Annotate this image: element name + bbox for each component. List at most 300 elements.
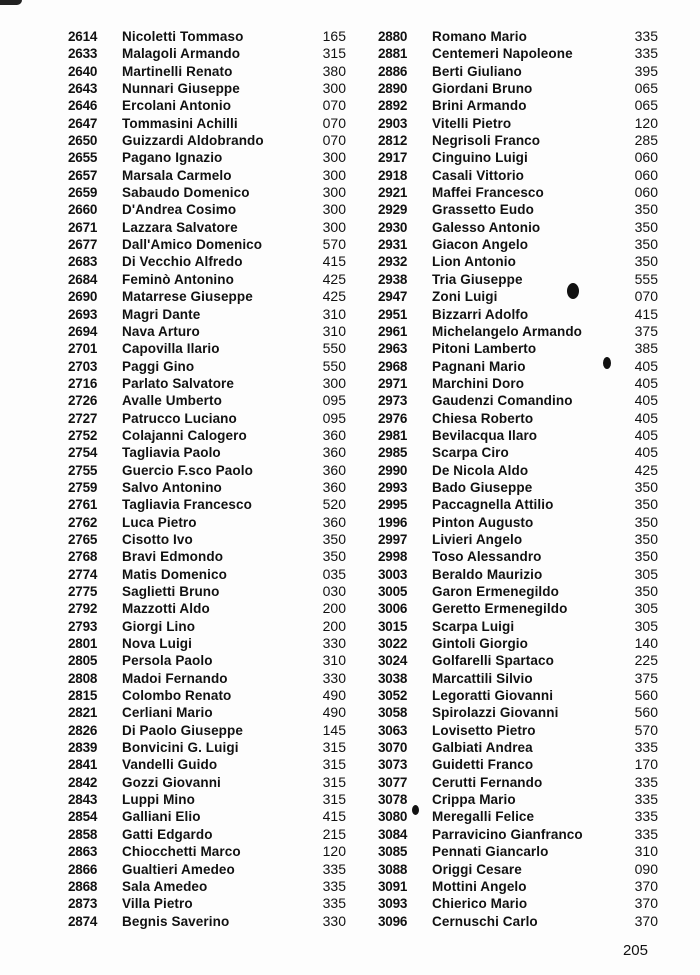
entry-number: 3085 [378, 844, 408, 860]
entry-value: 380 [322, 62, 346, 79]
list-item [378, 479, 658, 496]
entry-number: 2683 [68, 254, 98, 270]
entry-number: 3078 [378, 792, 408, 808]
entry-name: Magri Dante [122, 306, 201, 322]
right-column-list [378, 28, 658, 930]
list-item [68, 97, 346, 114]
entry-number: 2881 [378, 46, 408, 62]
entry-value: 360 [322, 513, 346, 530]
entry-name: Lovisetto Pietro [432, 722, 536, 738]
list-item [378, 115, 658, 132]
entry-value: 375 [634, 322, 658, 339]
entry-value: 300 [322, 201, 346, 218]
entry-name: Sabaudo Domenico [122, 185, 250, 201]
entry-value: 490 [322, 687, 346, 704]
entry-value: 300 [322, 374, 346, 391]
entry-value: 335 [322, 860, 346, 877]
entry-number: 2892 [378, 98, 408, 114]
entry-name: Nava Arturo [122, 323, 200, 339]
entry-number: 2694 [68, 323, 98, 339]
entry-value: 560 [634, 704, 658, 721]
entry-number: 2614 [68, 29, 98, 44]
list-item [68, 895, 346, 912]
entry-value: 335 [634, 45, 658, 62]
entry-name: Pagano Ignazio [122, 150, 223, 166]
entry-number: 2677 [68, 237, 98, 253]
entry-name: Cerutti Fernando [432, 774, 543, 790]
entry-number: 2932 [378, 254, 408, 270]
entry-value: 305 [634, 600, 658, 617]
entry-name: Cerliani Mario [122, 705, 213, 721]
entry-value: 335 [322, 895, 346, 912]
list-item [378, 375, 658, 392]
entry-number: 3006 [378, 601, 408, 617]
entry-value: 310 [322, 652, 346, 669]
entry-name: Mazzotti Aldo [122, 601, 210, 617]
list-item [378, 739, 658, 756]
entry-name: Capovilla Ilario [122, 341, 220, 357]
entry-value: 350 [634, 478, 658, 495]
entry-name: D'Andrea Cosimo [122, 202, 237, 218]
entry-name: Bado Giuseppe [432, 479, 533, 495]
list-item [378, 808, 658, 825]
list-item [378, 97, 658, 114]
entry-name: Crippa Mario [432, 792, 516, 808]
entry-number: 2752 [68, 427, 98, 443]
list-item [68, 826, 346, 843]
list-item [68, 739, 346, 756]
entry-number: 2650 [68, 133, 98, 149]
entry-value: 415 [634, 305, 658, 322]
entry-number: 3070 [378, 740, 408, 756]
list-item [68, 791, 346, 808]
entry-number: 2839 [68, 740, 98, 756]
list-item [378, 462, 658, 479]
entry-value: 425 [322, 270, 346, 287]
entry-number: 2703 [68, 358, 98, 374]
list-item [378, 496, 658, 513]
list-item [68, 843, 346, 860]
entry-name: Grassetto Eudo [432, 202, 534, 218]
entry-value: 395 [634, 62, 658, 79]
entry-value: 330 [322, 912, 346, 929]
list-item [68, 514, 346, 531]
entry-value: 415 [322, 808, 346, 825]
entry-value: 350 [634, 583, 658, 599]
entry-name: Guizzardi Aldobrando [122, 133, 264, 149]
entry-name: Centemeri Napoleone [432, 46, 573, 62]
entry-name: Colajanni Calogero [122, 427, 247, 443]
entry-number: 2801 [68, 636, 98, 652]
entry-name: Di Paolo Giuseppe [122, 722, 243, 738]
entry-value: 035 [322, 565, 346, 582]
list-item [68, 496, 346, 513]
entry-number: 2947 [378, 289, 408, 305]
entry-number: 2755 [68, 462, 98, 478]
entry-number: 2684 [68, 271, 98, 287]
list-item [68, 479, 346, 496]
entry-value: 305 [634, 617, 658, 634]
entry-name: Scarpa Ciro [432, 445, 509, 461]
entry-value: 300 [322, 184, 346, 201]
entry-name: Bonvicini G. Luigi [122, 740, 239, 756]
entry-number: 2961 [378, 323, 408, 339]
entry-value: 090 [634, 860, 658, 877]
entry-number: 2971 [378, 375, 408, 391]
entry-number: 2808 [68, 670, 98, 686]
entry-value: 405 [634, 426, 658, 443]
entry-number: 2765 [68, 531, 98, 547]
entry-name: Tria Giuseppe [432, 271, 523, 287]
entry-name: Malagoli Armando [122, 46, 241, 62]
entry-value: 360 [322, 478, 346, 495]
entry-value: 405 [634, 357, 658, 374]
list-item [68, 444, 346, 461]
list-item [378, 756, 658, 773]
list-item [68, 548, 346, 565]
entry-name: Cernuschi Carlo [432, 913, 538, 929]
entry-value: 360 [322, 461, 346, 478]
entry-name: Galesso Antonio [432, 219, 541, 235]
entry-number: 2873 [68, 896, 98, 912]
entry-value: 350 [634, 201, 658, 218]
entry-value: 070 [322, 132, 346, 149]
entry-value: 065 [634, 80, 658, 97]
entry-value: 350 [634, 218, 658, 235]
entry-name: Matis Domenico [122, 566, 227, 582]
list-item [378, 427, 658, 444]
list-item [378, 635, 658, 652]
entry-name: Guidetti Franco [432, 757, 534, 773]
entry-value: 315 [322, 791, 346, 808]
list-item [378, 63, 658, 80]
list-item [68, 271, 346, 288]
list-item [378, 392, 658, 409]
entry-name: Sala Amedeo [122, 878, 208, 894]
entry-number: 2963 [378, 341, 408, 357]
entry-number: 2633 [68, 46, 98, 62]
entry-name: Marsala Carmelo [122, 167, 232, 183]
list-item [68, 253, 346, 270]
entry-value: 165 [322, 28, 346, 44]
list-item [68, 323, 346, 340]
entry-number: 2993 [378, 479, 408, 495]
entry-name: Brini Armando [432, 98, 527, 114]
entry-name: Paggi Gino [122, 358, 195, 374]
entry-name: Parravicino Gianfranco [432, 826, 583, 842]
entry-number: 2761 [68, 497, 98, 513]
entry-name: Scarpa Luigi [432, 618, 515, 634]
list-item [378, 791, 658, 808]
entry-number: 2854 [68, 809, 98, 825]
entry-name: Cinguino Luigi [432, 150, 528, 166]
list-item [378, 271, 658, 288]
entry-name: Tommasini Achilli [122, 115, 238, 131]
entry-number: 3024 [378, 653, 408, 669]
entry-number: 2647 [68, 115, 98, 131]
entry-number: 2768 [68, 549, 98, 565]
entry-value: 335 [634, 825, 658, 842]
entry-number: 2716 [68, 375, 98, 391]
list-item [68, 427, 346, 444]
entry-value: 350 [634, 253, 658, 270]
entry-name: Pennati Giancarlo [432, 844, 549, 860]
entry-name: Tagliavia Paolo [122, 445, 221, 461]
entry-value: 120 [634, 114, 658, 131]
entry-value: 370 [634, 895, 658, 912]
list-item [378, 184, 658, 201]
list-item [378, 323, 658, 340]
entry-name: Giorgi Lino [122, 618, 196, 634]
entry-number: 3088 [378, 861, 408, 877]
entry-name: Dall'Amico Domenico [122, 237, 263, 253]
entry-name: Guercio F.sco Paolo [122, 462, 253, 478]
entry-name: Nicoletti Tommaso [122, 29, 244, 44]
list-item [378, 132, 658, 149]
list-item [378, 219, 658, 236]
entry-number: 2812 [378, 133, 408, 149]
entry-number: 2917 [378, 150, 408, 166]
entry-value: 070 [322, 97, 346, 114]
list-item [68, 340, 346, 357]
entry-number: 2726 [68, 393, 98, 409]
list-item [378, 600, 658, 617]
entry-number: 3022 [378, 636, 408, 652]
entry-value: 060 [634, 149, 658, 166]
list-item [378, 652, 658, 669]
entry-number: 2701 [68, 341, 98, 357]
entry-number: 2805 [68, 653, 98, 669]
entry-value: 335 [634, 28, 658, 44]
entry-number: 3058 [378, 705, 408, 721]
entry-value: 315 [322, 739, 346, 756]
entry-name: Colombo Renato [122, 688, 232, 704]
entry-name: Lazzara Salvatore [122, 219, 238, 235]
entry-name: Pinton Augusto [432, 514, 534, 530]
entry-name: Bravi Edmondo [122, 549, 224, 565]
list-item [68, 583, 346, 600]
entry-name: Giacon Angelo [432, 237, 529, 253]
entry-number: 2793 [68, 618, 98, 634]
entry-value: 305 [634, 565, 658, 582]
entry-value: 140 [634, 635, 658, 652]
list-item [378, 583, 658, 600]
entry-name: Vandelli Guido [122, 757, 218, 773]
entry-name: Negrisoli Franco [432, 133, 541, 149]
entry-name: Legoratti Giovanni [432, 688, 554, 704]
entry-value: 335 [634, 773, 658, 790]
list-item [68, 861, 346, 878]
entry-name: Ercolani Antonio [122, 98, 232, 114]
list-item [378, 358, 658, 375]
list-item [68, 375, 346, 392]
entry-number: 3091 [378, 878, 408, 894]
list-item [68, 392, 346, 409]
list-item [68, 704, 346, 721]
entry-name: Meregalli Felice [432, 809, 535, 825]
entry-value: 425 [634, 461, 658, 478]
entry-name: Toso Alessandro [432, 549, 542, 565]
entry-name: Maffei Francesco [432, 185, 544, 201]
entry-name: Cisotto Ivo [122, 531, 193, 547]
list-item [68, 635, 346, 652]
entry-number: 3003 [378, 566, 408, 582]
entry-value: 570 [322, 236, 346, 253]
list-item [68, 28, 346, 45]
entry-number: 2826 [68, 722, 98, 738]
list-item [68, 184, 346, 201]
entry-number: 3080 [378, 809, 408, 825]
entry-value: 550 [322, 357, 346, 374]
list-item [378, 861, 658, 878]
entry-number: 2727 [68, 410, 98, 426]
entry-value: 200 [322, 617, 346, 634]
entry-value: 225 [634, 652, 658, 669]
entry-number: 2640 [68, 63, 98, 79]
entry-number: 2863 [68, 844, 98, 860]
entry-value: 350 [634, 236, 658, 253]
list-item [68, 288, 346, 305]
entry-value: 490 [322, 704, 346, 721]
list-item [378, 149, 658, 166]
entry-value: 315 [322, 756, 346, 773]
list-item [68, 219, 346, 236]
list-item [378, 410, 658, 427]
entry-name: Pagnani Mario [432, 358, 526, 374]
list-item [68, 462, 346, 479]
entry-number: 2918 [378, 167, 408, 183]
entry-value: 550 [322, 340, 346, 357]
entry-value: 315 [322, 773, 346, 790]
list-item [378, 201, 658, 218]
entry-value: 360 [322, 444, 346, 461]
entry-value: 310 [634, 843, 658, 860]
entry-value: 060 [634, 166, 658, 183]
list-item [68, 618, 346, 635]
entry-value: 330 [322, 635, 346, 652]
entry-name: Galliani Elio [122, 809, 201, 825]
entry-number: 2843 [68, 792, 98, 808]
list-item [378, 167, 658, 184]
entry-name: Spirolazzi Giovanni [432, 705, 559, 721]
entry-name: Lion Antonio [432, 254, 516, 270]
entry-name: Feminò Antonino [122, 271, 234, 287]
list-item [378, 687, 658, 704]
entry-value: 350 [634, 548, 658, 565]
entry-number: 2968 [378, 358, 408, 374]
entry-value: 170 [634, 756, 658, 773]
entry-value: 335 [634, 739, 658, 756]
entry-number: 2754 [68, 445, 98, 461]
entry-number: 2792 [68, 601, 98, 617]
entry-name: Golfarelli Spartaco [432, 653, 554, 669]
entry-number: 2976 [378, 410, 408, 426]
entry-number: 2973 [378, 393, 408, 409]
entry-name: Gozzi Giovanni [122, 774, 221, 790]
list-item [68, 236, 346, 253]
list-item [378, 514, 658, 531]
entry-value: 350 [322, 548, 346, 565]
entry-number: 2985 [378, 445, 408, 461]
entry-number: 2659 [68, 185, 98, 201]
entry-name: Tagliavia Francesco [122, 497, 252, 513]
entry-name: Persola Paolo [122, 653, 213, 669]
entry-value: 405 [634, 374, 658, 391]
entry-name: Parlato Salvatore [122, 375, 235, 391]
entry-number: 3077 [378, 774, 408, 790]
entry-number: 2868 [68, 878, 98, 894]
list-item [68, 410, 346, 427]
entry-number: 1996 [378, 514, 408, 530]
entry-name: Bevilacqua Ilaro [432, 427, 538, 443]
entry-value: 330 [322, 669, 346, 686]
entry-number: 2821 [68, 705, 98, 721]
list-item [68, 913, 346, 930]
entry-name: Gualtieri Amedeo [122, 861, 235, 877]
entry-number: 2886 [378, 63, 408, 79]
entry-name: Chiocchetti Marco [122, 844, 241, 860]
entry-name: Michelangelo Armando [432, 323, 583, 339]
entry-name: Nunnari Giuseppe [122, 81, 240, 97]
entry-name: Zoni Luigi [432, 289, 498, 305]
entry-value: 350 [634, 513, 658, 530]
entry-number: 2759 [68, 479, 98, 495]
entry-value: 335 [634, 808, 658, 825]
list-item [378, 548, 658, 565]
page-number: 205 [622, 942, 648, 959]
list-item [68, 808, 346, 825]
list-item [68, 115, 346, 132]
list-item [378, 80, 658, 97]
entry-value: 095 [322, 409, 346, 426]
entry-name: Gatti Edgardo [122, 826, 213, 842]
list-item [378, 253, 658, 270]
entry-value: 520 [322, 496, 346, 513]
list-item [378, 340, 658, 357]
list-item [68, 167, 346, 184]
entry-value: 120 [322, 843, 346, 860]
entry-value: 555 [634, 270, 658, 287]
list-item [378, 45, 658, 62]
entry-value: 370 [634, 877, 658, 894]
entry-number: 2921 [378, 185, 408, 201]
entry-number: 3015 [378, 618, 408, 634]
entry-name: Casali Vittorio [432, 167, 525, 183]
entry-name: Di Vecchio Alfredo [122, 254, 243, 270]
entry-value: 360 [322, 426, 346, 443]
entry-number: 2874 [68, 913, 98, 929]
list-item [68, 722, 346, 739]
list-item [378, 704, 658, 721]
list-item [378, 895, 658, 912]
entry-name: Gintoli Giorgio [432, 636, 528, 652]
entry-name: Beraldo Maurizio [432, 566, 543, 582]
entry-value: 215 [322, 825, 346, 842]
entry-number: 3096 [378, 913, 408, 929]
entry-number: 3063 [378, 722, 408, 738]
entry-number: 2890 [378, 81, 408, 97]
entry-value: 200 [322, 600, 346, 617]
entry-number: 3052 [378, 688, 408, 704]
entry-value: 335 [634, 791, 658, 808]
entry-number: 2646 [68, 98, 98, 114]
entry-name: Giordani Bruno [432, 81, 533, 97]
list-item [378, 531, 658, 548]
entry-name: Matarrese Giuseppe [122, 289, 253, 305]
list-item [68, 80, 346, 97]
list-item [68, 63, 346, 80]
list-item [68, 756, 346, 773]
